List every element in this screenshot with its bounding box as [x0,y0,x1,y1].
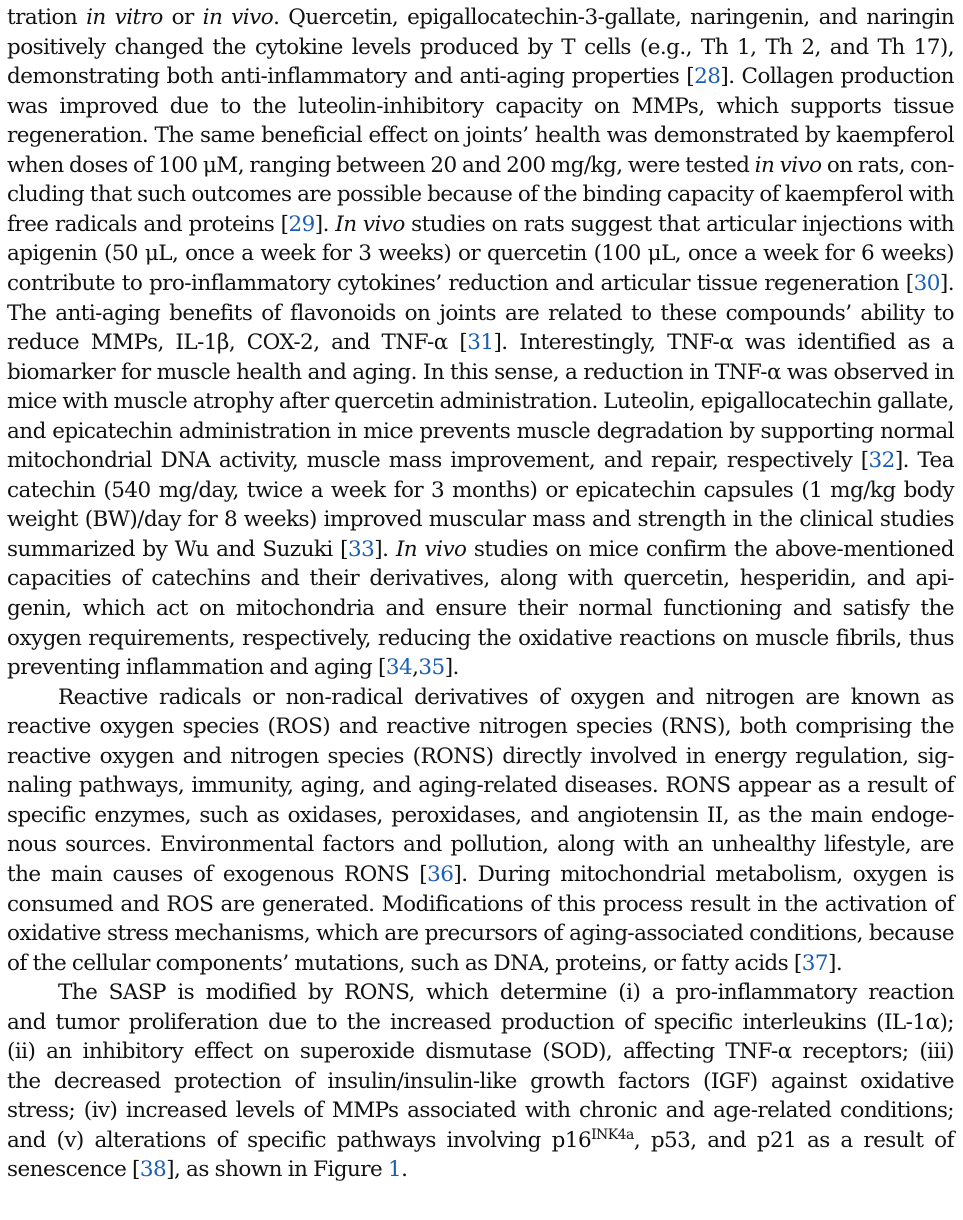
text-line [7,417,954,447]
text-line [7,92,954,122]
body-text: regeneration. The same beneficial effect on joints’ health was demonstrated by kaempferol [7,123,954,149]
body-text: biomarker for muscle health and aging. In this sense, a reduction in TNF-α was observed in [7,359,954,385]
text-line [7,387,954,417]
citation-link[interactable]: 31 [467,330,494,356]
text-line [7,151,954,181]
citation-link[interactable]: 34 [385,655,413,681]
text-line [7,771,954,801]
text-line [7,121,954,151]
text-line [58,683,954,713]
body-text: ]. Tea [894,448,954,474]
body-text: genin, which act on mitochondria and ensure their normal functioning and satisfy the [7,596,954,621]
body-text: summarized by Wu and Suzuki [ [7,536,348,562]
citation-link[interactable]: 36 [427,861,454,887]
text-line [7,712,954,742]
body-text: studies on rats suggest that articular injections with [404,211,955,237]
body-text: on rats, con- [821,152,954,178]
citation-link[interactable]: 38 [139,1157,167,1183]
text-line [7,949,842,979]
body-text: contribute to pro-inflammatory cytokines’ reduction and articular tissue regeneration [ [7,270,914,296]
body-text: naling pathways, immunity, aging, and aging-related diseases. RONS appear as a result of [7,773,954,799]
text-line [7,1037,954,1067]
body-text: weight (BW)/day for 8 weeks) improved muscular mass and strength in the clinical studies [7,507,954,533]
body-text: mitochondrial DNA activity, muscle mass improvement, and repair, respectively [ [7,448,869,474]
body-text: the decreased protection of insulin/insulin-like growth factors (IGF) against oxidative [7,1068,954,1094]
body-text: ]. [828,950,843,976]
text-line [7,180,954,210]
body-text: nous sources. Environmental factors and pollution, along with an unhealthy lifestyle, are [7,832,954,858]
body-text: ]. [444,655,459,681]
text-line [7,653,459,683]
italic-term: in vitro [86,5,163,30]
text-line [7,33,954,63]
text-line [7,476,954,506]
text-line [7,446,954,476]
body-text: preventing inflammation and aging [ [7,655,386,681]
citation-link[interactable]: 1 [388,1157,402,1183]
text-line [7,328,954,358]
italic-term: in vivo [754,152,822,178]
text-line [7,801,954,831]
text-line [7,919,954,949]
text-line [7,62,954,92]
body-text: capacities of catechins and their derivatives, along with quercetin, hesperidin, and api- [7,566,954,592]
text-line [7,860,954,890]
citation-link[interactable]: 28 [694,64,721,90]
body-text: Reactive radicals or non-radical derivatives of oxygen and nitrogen are known as [58,684,954,710]
text-line [7,1067,954,1097]
text-line [7,1008,954,1038]
body-text: and tumor proliferation due to the increased production of specific interleukins (IL-1α); [7,1009,954,1035]
text-line [7,210,954,240]
body-text: reactive oxygen species (ROS) and reactive nitrogen species (RNS), both comprising the [7,714,954,740]
citation-link[interactable]: 30 [913,270,940,296]
body-text: of the cellular components’ mutations, such as DNA, proteins, or fatty acids [ [7,950,802,976]
body-text: ]. [939,270,954,296]
citation-link[interactable]: 33 [347,536,375,562]
body-text: or [162,5,203,30]
text-line [7,1096,954,1126]
body-text: ]. [374,536,396,562]
body-text: mice with muscle atrophy after quercetin administration. Luteolin, epigallocatechin gallate, [7,389,954,415]
body-text: the main causes of exogenous RONS [ [7,861,428,887]
text-line [7,742,954,772]
text-line [7,830,954,860]
text-line [7,505,954,535]
body-text: tration [7,5,87,30]
body-text: oxygen requirements, respectively, reducing the oxidative reactions on muscle fibrils, thus [7,625,954,651]
body-text: cluding that such outcomes are possible because of the binding capacity of kaempferol with [7,182,954,208]
body-text: . [401,1157,408,1183]
citation-link[interactable]: 35 [418,655,445,681]
body-text: studies on mice confirm the above-mentioned [466,536,955,562]
body-text: reactive oxygen and nitrogen species (RONS) directly involved in energy regulation, sig- [7,743,954,769]
text-line [7,624,954,654]
body-text: consumed and ROS are generated. Modifications of this process result in the activation of [7,891,954,917]
body-text: oxidative stress mechanisms, which are precursors of aging-associated conditions, because [7,921,954,947]
body-text: ]. Interestingly, TNF-α was identified as a [493,330,954,356]
body-text: and epicatechin administration in mice prevents muscle degradation by supporting normal [7,418,954,444]
body-text: senescence [ [7,1157,140,1183]
text-line [7,3,954,33]
body-text: ]. [314,211,336,237]
text-line [7,1155,407,1185]
body-text: apigenin (50 μL, once a week for 3 weeks) or quercetin (100 μL, once a week for 6 weeks) [7,241,954,267]
body-text: reduce MMPs, IL-1β, COX-2, and TNF-α [ [7,330,468,356]
body-text: ]. During mitochondrial metabolism, oxygen is [453,861,954,887]
body-text: ]. Collagen production [720,64,954,90]
body-text: specific enzymes, such as oxidases, peroxidases, and angiotensin II, as the main endoge- [7,802,954,828]
text-line [58,978,954,1008]
text-line [7,535,954,565]
body-text: demonstrating both anti-inflammatory and anti-aging properties [ [7,64,695,90]
body-text: free radicals and proteins [ [7,211,289,237]
citation-link[interactable]: 29 [288,211,315,237]
text-line [7,594,954,624]
text-line [7,299,954,329]
body-text: , p53, and p21 as a result of [633,1127,954,1153]
text-line [7,239,954,269]
body-text: stress; (iv) increased levels of MMPs associated with chronic and age-related conditions; [7,1098,954,1124]
body-text: , [412,655,419,681]
body-text: The SASP is modified by RONS, which determine (i) a pro-inflammatory reaction [58,980,954,1006]
italic-term: In vivo [335,211,405,237]
text-line [7,269,954,299]
text-line [7,564,954,594]
body-text: was improved due to the luteolin-inhibitory capacity on MMPs, which supports tissue [7,93,954,119]
body-text: . Quercetin, epigallocatechin-3-gallate, naringenin, and naringin [273,5,954,30]
body-text: when doses of 100 μM, ranging between 20 and 200 mg/kg, were tested [7,152,755,178]
italic-term: In vivo [395,536,467,562]
italic-term: in vivo [202,5,274,30]
citation-link[interactable]: 32 [868,448,895,474]
body-text: (ii) an inhibitory effect on superoxide dismutase (SOD), affecting TNF-α receptors; (iii) [7,1039,954,1065]
citation-link[interactable]: 37 [801,950,829,976]
text-line [7,890,954,920]
body-text: and (v) alterations of specific pathways involving p16 [7,1127,592,1153]
body-text: catechin (540 mg/day, twice a week for 3 months) or epicatechin capsules (1 mg/kg body [7,477,954,503]
body-text: positively changed the cytokine levels produced by T cells (e.g., Th 1, Th 2, and Th 17), [7,34,954,60]
text-line [7,1126,954,1156]
body-text: ], as shown in Figure [166,1157,388,1183]
superscript-text: INK4a [591,1126,634,1143]
body-text: The anti-aging benefits of flavonoids on joints are related to these compounds’ ability to [7,300,954,326]
text-line [7,358,954,388]
